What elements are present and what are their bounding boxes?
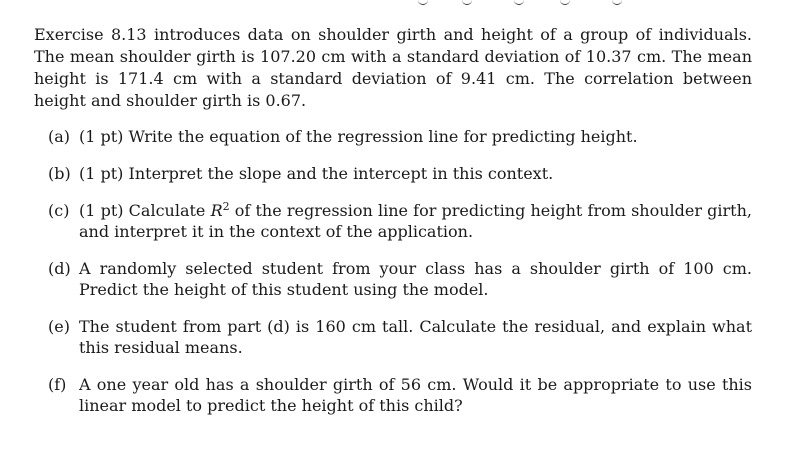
cropped-glyph xyxy=(560,0,570,5)
part-text: The student from part (d) is 160 cm tall. Calculate the residual, and explain what this residual means. xyxy=(79,317,752,357)
part-d xyxy=(34,258,752,300)
part-b xyxy=(34,163,752,184)
part-text: (1 pt) Interpret the slope and the intercept in this context. xyxy=(79,164,554,183)
question-parts-list xyxy=(34,126,752,416)
part-text: (1 pt) Write the equation of the regression line for predicting height. xyxy=(79,127,638,146)
part-text-after: of the regression line for predicting height from shoulder girth, and interpret it in the context of the application. xyxy=(79,201,752,241)
r-squared-exponent: 2 xyxy=(222,200,230,213)
cropped-glyph xyxy=(462,0,472,5)
part-letter: (a) xyxy=(48,127,71,146)
cropped-glyph xyxy=(418,0,428,5)
part-f xyxy=(34,374,752,416)
part-text: A one year old has a shoulder girth of 56 cm. Would it be appropriate to use this linear model to predict the height of this child? xyxy=(79,375,752,415)
part-letter: (f) xyxy=(48,375,67,394)
part-letter: (d) xyxy=(48,259,71,278)
part-e xyxy=(34,316,752,358)
part-text: A randomly selected student from your class has a shoulder girth of 100 cm. Predict the height of this student using the model. xyxy=(79,259,752,299)
r-squared-symbol: R xyxy=(210,201,223,220)
exercise-document xyxy=(34,24,752,416)
part-text-before: (1 pt) Calculate xyxy=(79,201,211,220)
cropped-glyph xyxy=(612,0,622,5)
part-letter: (c) xyxy=(48,201,70,220)
part-letter: (b) xyxy=(48,164,71,183)
exercise-intro: Exercise 8.13 introduces data on shoulder girth and height of a group of individuals. The mean shoulder girth is 107.20 cm with a standard deviation of 10.37 cm. The mean height is 171.4 cm with a standard deviation of 9.41 cm. The correlation between height and shoulder girth is 0.67. xyxy=(34,25,752,110)
part-letter: (e) xyxy=(48,317,70,336)
part-c xyxy=(34,200,752,242)
cropped-previous-line xyxy=(0,0,798,6)
cropped-glyph xyxy=(514,0,524,5)
part-a xyxy=(34,126,752,147)
